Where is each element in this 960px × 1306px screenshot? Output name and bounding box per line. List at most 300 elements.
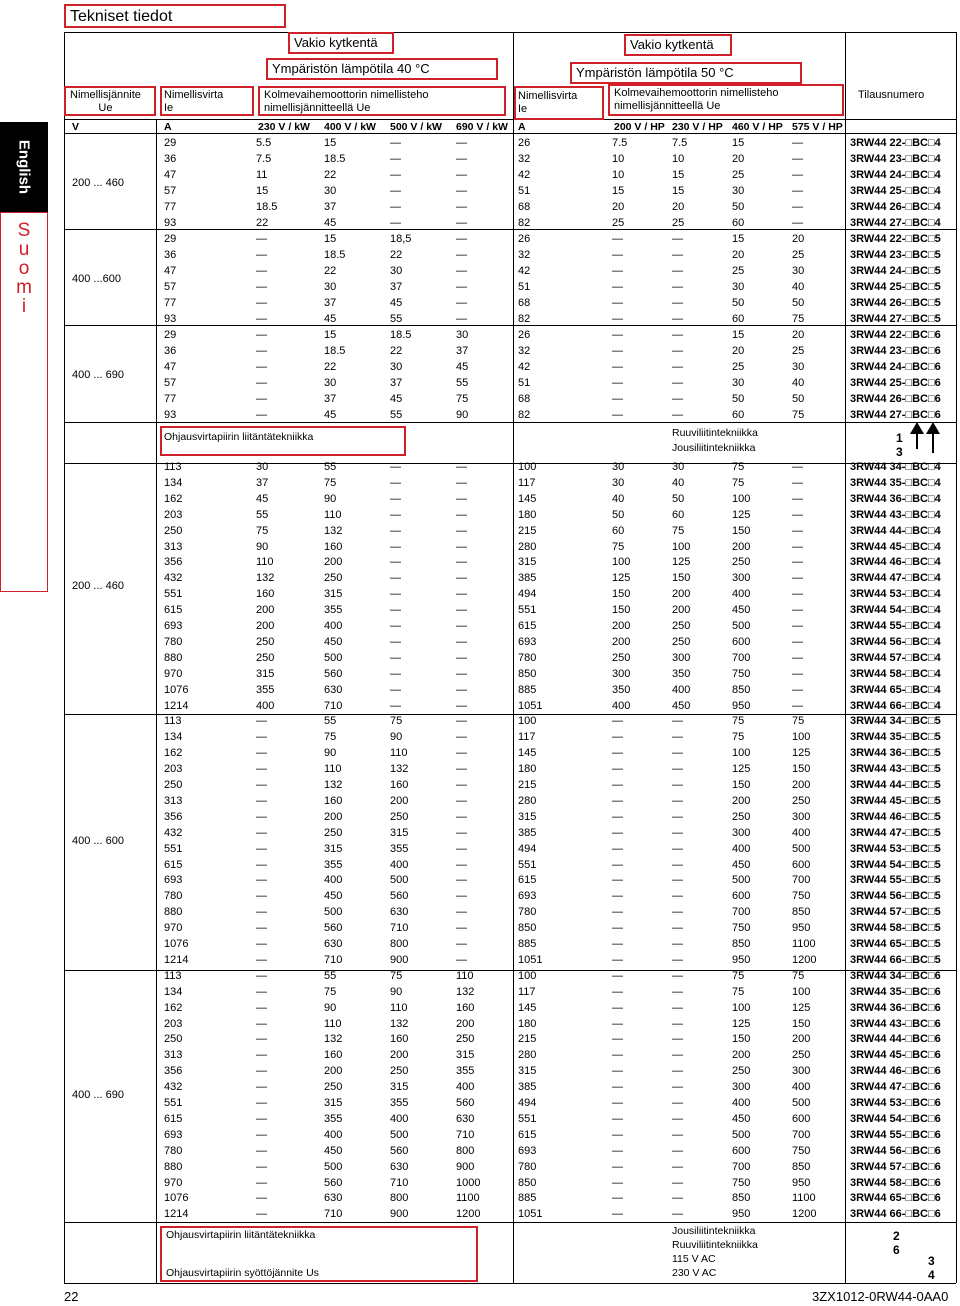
table-cell: 160 [324, 540, 343, 553]
table-cell: 500 [732, 1128, 751, 1141]
table-cell: — [672, 1097, 683, 1109]
table-cell: — [390, 169, 401, 181]
table-cell: 630 [324, 683, 343, 696]
table-cell: 15 [732, 329, 745, 341]
col-motor-power-left: Kolmevaihemoottorin nimellisteho nimellisjännitteellä Ue [264, 89, 429, 114]
table-cell: 15 [732, 137, 745, 149]
table-cell: — [612, 1192, 623, 1205]
table-cell: 355 [390, 1097, 409, 1109]
table-cell: 75 [792, 969, 805, 982]
table-cell: 90 [324, 492, 337, 505]
order-number-cell: 3RW44 47-□BC□6 [850, 1081, 941, 1094]
table-cell: 400 [390, 858, 409, 871]
table-cell: — [672, 1081, 683, 1094]
table-cell: 355 [324, 1112, 343, 1125]
table-cell: — [390, 201, 401, 213]
table-cell: 75 [612, 540, 625, 553]
table-cell: 315 [390, 1081, 409, 1094]
table-cell: 22 [324, 265, 337, 277]
control-circuit-connection-label-2: Ohjausvirtapiirin liitäntätekniikka [166, 1229, 316, 1241]
table-cell: 90 [456, 409, 469, 421]
table-cell: 693 [518, 635, 537, 648]
table-cell: 450 [732, 858, 751, 871]
table-cell: 7.5 [672, 137, 688, 149]
table-cell: 250 [672, 635, 691, 648]
page-number: 22 [64, 1289, 79, 1304]
table-cell: 132 [456, 985, 475, 998]
voltage-115-label: 115 V AC [672, 1253, 716, 1265]
table-cell: 710 [324, 1208, 343, 1221]
table-cell: 75 [324, 476, 337, 489]
table-cell: 710 [324, 699, 343, 712]
table-cell: 100 [518, 969, 537, 982]
arrow-up-stem [916, 433, 918, 449]
table-cell: — [256, 985, 267, 998]
table-cell: 850 [792, 1160, 811, 1173]
table-cell: 15 [324, 233, 337, 245]
table-cell: 494 [518, 1097, 537, 1109]
table-cell: 950 [792, 922, 811, 935]
table-cell: 113 [164, 715, 182, 728]
order-number-cell: 3RW44 24-□BC□5 [850, 265, 941, 277]
table-cell: 100 [792, 731, 811, 744]
table-cell: 145 [518, 1001, 537, 1014]
order-number-cell: 3RW44 27-□BC□5 [850, 313, 941, 325]
table-cell: 37 [324, 201, 337, 213]
table-cell: 200 [256, 620, 275, 632]
table-cell: 850 [732, 1192, 751, 1205]
table-cell: 500 [390, 1128, 409, 1141]
table-cell: 30 [324, 281, 337, 293]
table-cell: 700 [732, 651, 751, 664]
table-cell: 551 [164, 1097, 183, 1109]
table-cell: 132 [324, 1033, 343, 1046]
table-cell: 100 [732, 492, 751, 505]
table-cell: — [456, 731, 467, 744]
table-cell: — [256, 1017, 267, 1030]
table-cell: 75 [324, 985, 337, 998]
table-cell: 82 [518, 313, 531, 325]
table-cell: 400 [324, 1128, 343, 1141]
order-number-cell: 3RW44 65-□BC□6 [850, 1192, 941, 1205]
table-cell: 850 [518, 922, 537, 935]
voltage-range-label: 400 ... 690 [72, 1089, 124, 1101]
table-cell: — [612, 377, 623, 389]
table-cell: 450 [324, 635, 343, 648]
table-cell: — [612, 1033, 623, 1046]
table-cell: — [256, 890, 267, 903]
table-cell: 15 [324, 329, 337, 341]
table-cell: 500 [324, 651, 343, 664]
table-cell: — [672, 715, 683, 728]
voltage-code-3: 3 [928, 1254, 935, 1268]
table-cell: 150 [612, 588, 631, 601]
order-number-cell: 3RW44 46-□BC□6 [850, 1065, 941, 1078]
table-cell: 110 [324, 1017, 342, 1030]
table-cell: 315 [324, 1097, 343, 1109]
table-cell: 15 [732, 233, 745, 245]
order-number-cell: 3RW44 58-□BC□6 [850, 1176, 941, 1189]
table-cell: 1051 [518, 699, 543, 712]
table-cell: 1200 [792, 1208, 817, 1221]
order-number-cell: 3RW44 65-□BC□4 [850, 683, 941, 696]
table-cell: 10 [612, 153, 625, 165]
table-cell: — [456, 153, 467, 165]
order-number-cell: 3RW44 27-□BC□4 [850, 217, 941, 229]
table-cell: 125 [792, 747, 811, 760]
table-cell: — [792, 492, 803, 505]
table-cell: — [792, 635, 803, 648]
table-cell: — [672, 1176, 683, 1189]
table-cell: — [456, 265, 467, 277]
table-cell: 432 [164, 1081, 183, 1094]
table-cell: — [256, 1144, 267, 1157]
col-motor-power-right: Kolmevaihemoottorin nimellisteho nimellisjännitteellä Ue [614, 87, 779, 112]
table-cell: 615 [164, 604, 183, 617]
table-cell: — [612, 1065, 623, 1078]
table-cell: — [456, 874, 467, 887]
table-rule [64, 32, 65, 1283]
control-circuit-connection-box [160, 426, 406, 456]
table-cell: 551 [164, 842, 183, 855]
unit-header: 200 V / HP [614, 121, 665, 133]
table-cell: 160 [390, 1033, 409, 1046]
table-cell: — [792, 699, 803, 712]
table-cell: 100 [612, 556, 631, 569]
table-cell: 200 [732, 1049, 751, 1062]
table-cell: — [456, 810, 467, 823]
table-cell: — [672, 794, 683, 807]
table-cell: 500 [324, 1160, 343, 1173]
document-code: 3ZX1012-0RW44-0AA0 [812, 1289, 949, 1304]
table-cell: 15 [612, 185, 625, 197]
table-rule [64, 325, 956, 326]
table-cell: 1076 [164, 683, 189, 696]
table-cell: — [672, 281, 683, 293]
unit-header: 690 V / kW [456, 121, 508, 133]
table-cell: 250 [732, 1065, 751, 1078]
table-cell: 900 [390, 953, 409, 966]
table-cell: — [792, 572, 803, 585]
table-cell: 25 [732, 361, 745, 373]
table-cell: — [792, 201, 803, 213]
table-cell: — [672, 890, 683, 903]
table-cell: 25 [732, 265, 745, 277]
table-cell: — [792, 524, 803, 537]
table-cell: 356 [164, 810, 183, 823]
table-cell: — [390, 556, 401, 569]
screw-terminal-label: Ruuviliitintekniikka [672, 427, 758, 439]
table-cell: 25 [732, 169, 745, 181]
table-cell: 180 [518, 1017, 537, 1030]
table-cell: 300 [732, 1081, 751, 1094]
table-cell: — [612, 1017, 623, 1030]
col-rated-current-right-box [514, 86, 604, 120]
table-cell: 37 [390, 281, 403, 293]
table-cell: 160 [390, 779, 409, 791]
table-cell: — [672, 874, 683, 887]
table-cell: — [456, 763, 467, 776]
table-cell: 600 [732, 635, 751, 648]
table-cell: 560 [324, 667, 343, 680]
table-cell: — [390, 635, 401, 648]
table-cell: — [612, 233, 623, 245]
table-cell: — [256, 731, 267, 744]
table-cell: 850 [732, 938, 751, 950]
order-number-cell: 3RW44 57-□BC□4 [850, 651, 941, 664]
table-cell: — [256, 1001, 267, 1014]
table-cell: — [612, 715, 623, 728]
table-cell: 30 [612, 476, 625, 489]
table-cell: 40 [612, 492, 625, 505]
table-cell: — [792, 185, 803, 197]
order-number-cell: 3RW44 54-□BC□4 [850, 604, 941, 617]
table-cell: 250 [164, 524, 183, 537]
order-number-cell: 3RW44 44-□BC□4 [850, 524, 941, 537]
table-cell: — [456, 635, 467, 648]
table-cell: 450 [732, 1112, 751, 1125]
table-cell: — [456, 922, 467, 935]
table-cell: — [612, 1001, 623, 1014]
table-cell: 162 [164, 492, 183, 505]
table-cell: 50 [732, 297, 745, 309]
standard-connection-right: Vakio kytkentä [630, 37, 714, 52]
table-cell: 750 [732, 667, 751, 680]
order-number-cell: 3RW44 34-□BC□4 [850, 461, 941, 473]
table-cell: — [390, 508, 401, 521]
order-number-cell: 3RW44 22-□BC□5 [850, 233, 941, 245]
table-cell: — [792, 556, 803, 569]
table-cell: 1000 [456, 1176, 481, 1189]
table-cell: — [456, 476, 467, 489]
table-cell: — [672, 747, 683, 760]
table-cell: 134 [164, 476, 183, 489]
table-cell: 100 [792, 985, 811, 998]
table-cell: — [390, 651, 401, 664]
table-cell: 50 [612, 508, 625, 521]
table-cell: 750 [732, 1176, 751, 1189]
table-cell: 850 [792, 906, 811, 919]
standard-connection-left: Vakio kytkentä [294, 35, 378, 50]
table-cell: 150 [732, 779, 751, 791]
table-cell: 75 [390, 715, 403, 728]
page-title-box [64, 4, 286, 28]
table-cell: 600 [792, 1112, 811, 1125]
table-cell: 300 [792, 810, 811, 823]
table-cell: — [456, 137, 467, 149]
table-cell: 77 [164, 393, 177, 405]
table-cell: 113 [164, 969, 182, 982]
table-cell: 68 [518, 201, 531, 213]
table-cell: 400 [732, 1097, 751, 1109]
table-cell: 150 [672, 572, 691, 585]
table-cell: — [456, 524, 467, 537]
table-cell: 40 [792, 377, 805, 389]
table-cell: — [390, 667, 401, 680]
table-cell: 45 [456, 361, 469, 373]
table-cell: 900 [390, 1208, 409, 1221]
table-cell: — [792, 508, 803, 521]
table-cell: 30 [324, 185, 337, 197]
table-cell: — [456, 169, 467, 181]
table-cell: 200 [390, 1049, 409, 1062]
order-number-cell: 3RW44 35-□BC□4 [850, 476, 941, 489]
table-cell: 200 [256, 604, 275, 617]
table-cell: — [672, 377, 683, 389]
table-cell: 315 [518, 556, 537, 569]
table-cell: — [456, 588, 467, 601]
table-cell: 885 [518, 938, 537, 950]
order-number-cell: 3RW44 45-□BC□5 [850, 794, 941, 807]
table-cell: 20 [732, 345, 745, 357]
table-cell: — [390, 524, 401, 537]
table-cell: 110 [256, 556, 274, 569]
table-cell: — [456, 540, 467, 553]
table-cell: 75 [256, 524, 269, 537]
table-cell: 110 [456, 969, 474, 982]
table-cell: 1076 [164, 938, 189, 950]
table-cell: 30 [792, 265, 805, 277]
table-cell: 385 [518, 826, 537, 839]
table-cell: 350 [612, 683, 631, 696]
table-cell: — [256, 409, 267, 421]
table-cell: 37 [390, 377, 403, 389]
order-number-cell: 3RW44 46-□BC□4 [850, 556, 941, 569]
table-cell: 885 [518, 1192, 537, 1205]
table-cell: 200 [792, 779, 811, 791]
table-cell: 90 [390, 985, 403, 998]
table-cell: 494 [518, 588, 537, 601]
control-circuit-connection-label: Ohjausvirtapiirin liitäntätekniikka [164, 431, 314, 443]
table-cell: 300 [672, 651, 691, 664]
table-cell: 22 [324, 169, 337, 181]
table-cell: 30 [390, 361, 403, 373]
table-cell: 250 [164, 779, 183, 791]
table-cell: 950 [732, 953, 751, 966]
table-cell: 1100 [792, 1192, 816, 1205]
table-cell: — [612, 794, 623, 807]
table-cell: — [672, 329, 683, 341]
table-cell: — [256, 1160, 267, 1173]
table-cell: 7.5 [256, 153, 272, 165]
table-cell: — [456, 906, 467, 919]
table-cell: 40 [792, 281, 805, 293]
table-cell: 100 [518, 715, 537, 728]
table-cell: — [256, 858, 267, 871]
table-cell: 30 [324, 377, 337, 389]
table-cell: 615 [518, 1128, 537, 1141]
table-cell: — [792, 476, 803, 489]
order-number-cell: 3RW44 35-□BC□6 [850, 985, 941, 998]
table-cell: 5.5 [256, 137, 272, 149]
table-cell: — [672, 297, 683, 309]
table-cell: — [456, 842, 467, 855]
table-cell: 400 [324, 620, 343, 632]
table-cell: — [256, 922, 267, 935]
order-number-cell: 3RW44 23-□BC□6 [850, 345, 941, 357]
language-tab-finnish[interactable] [0, 212, 48, 592]
table-cell: 55 [456, 377, 469, 389]
voltage-range-label: 400 ... 690 [72, 369, 124, 381]
table-cell: — [390, 217, 401, 229]
table-cell: 500 [792, 842, 811, 855]
table-cell: 20 [672, 201, 685, 213]
table-cell: — [390, 540, 401, 553]
table-cell: 1214 [164, 1208, 189, 1221]
table-cell: 75 [732, 461, 745, 473]
table-cell: 75 [792, 409, 805, 421]
table-cell: 93 [164, 217, 177, 229]
table-cell: 1200 [792, 953, 817, 966]
order-number-cell: 3RW44 23-□BC□4 [850, 153, 941, 165]
table-cell: 37 [456, 345, 469, 357]
table-cell: — [672, 906, 683, 919]
table-cell: 37 [256, 476, 269, 489]
table-cell: 280 [518, 794, 537, 807]
order-number-cell: 3RW44 47-□BC□4 [850, 572, 941, 585]
table-cell: — [256, 265, 267, 277]
table-cell: — [390, 461, 401, 473]
table-cell: — [256, 1128, 267, 1141]
language-tab-english[interactable] [0, 122, 48, 212]
table-cell: — [456, 699, 467, 712]
order-number-cell: 3RW44 22-□BC□4 [850, 137, 941, 149]
table-cell: 880 [164, 906, 183, 919]
table-cell: 970 [164, 922, 183, 935]
table-cell: 450 [324, 1144, 343, 1157]
table-cell: — [456, 233, 467, 245]
table-cell: 42 [518, 361, 531, 373]
table-cell: 90 [256, 540, 269, 553]
table-cell: 50 [792, 393, 805, 405]
table-rule [845, 32, 846, 1283]
col-order-number: Tilausnumero [858, 89, 925, 101]
order-number-cell: 3RW44 26-□BC□6 [850, 393, 941, 405]
table-cell: — [612, 779, 623, 791]
table-cell: — [256, 281, 267, 293]
table-cell: — [612, 409, 623, 421]
table-cell: — [792, 461, 803, 473]
table-cell: — [256, 1065, 267, 1078]
table-cell: — [256, 1208, 267, 1221]
table-cell: 7.5 [612, 137, 628, 149]
col-rated-voltage-box [64, 86, 156, 116]
table-cell: 203 [164, 1017, 183, 1030]
table-cell: — [672, 810, 683, 823]
table-cell: 500 [390, 874, 409, 887]
table-cell: — [672, 345, 683, 357]
table-rule [64, 32, 956, 33]
table-cell: 75 [732, 985, 745, 998]
table-cell: 1100 [456, 1192, 480, 1205]
table-cell: 82 [518, 409, 531, 421]
table-cell: — [672, 922, 683, 935]
table-cell: — [672, 953, 683, 966]
table-cell: — [612, 1112, 623, 1125]
table-cell: — [456, 297, 467, 309]
table-rule [64, 1283, 956, 1284]
table-cell: 693 [518, 1144, 537, 1157]
table-cell: — [256, 953, 267, 966]
table-cell: 970 [164, 1176, 183, 1189]
table-cell: 250 [390, 1065, 409, 1078]
language-tab-english-label: English [15, 139, 33, 195]
table-cell: — [612, 313, 623, 325]
unit-header: 500 V / kW [390, 121, 442, 133]
table-cell: 36 [164, 153, 177, 165]
spring-terminal-label-2: Jousiliitintekniikka [672, 1225, 756, 1237]
control-circuit-footer-box [160, 1226, 478, 1282]
